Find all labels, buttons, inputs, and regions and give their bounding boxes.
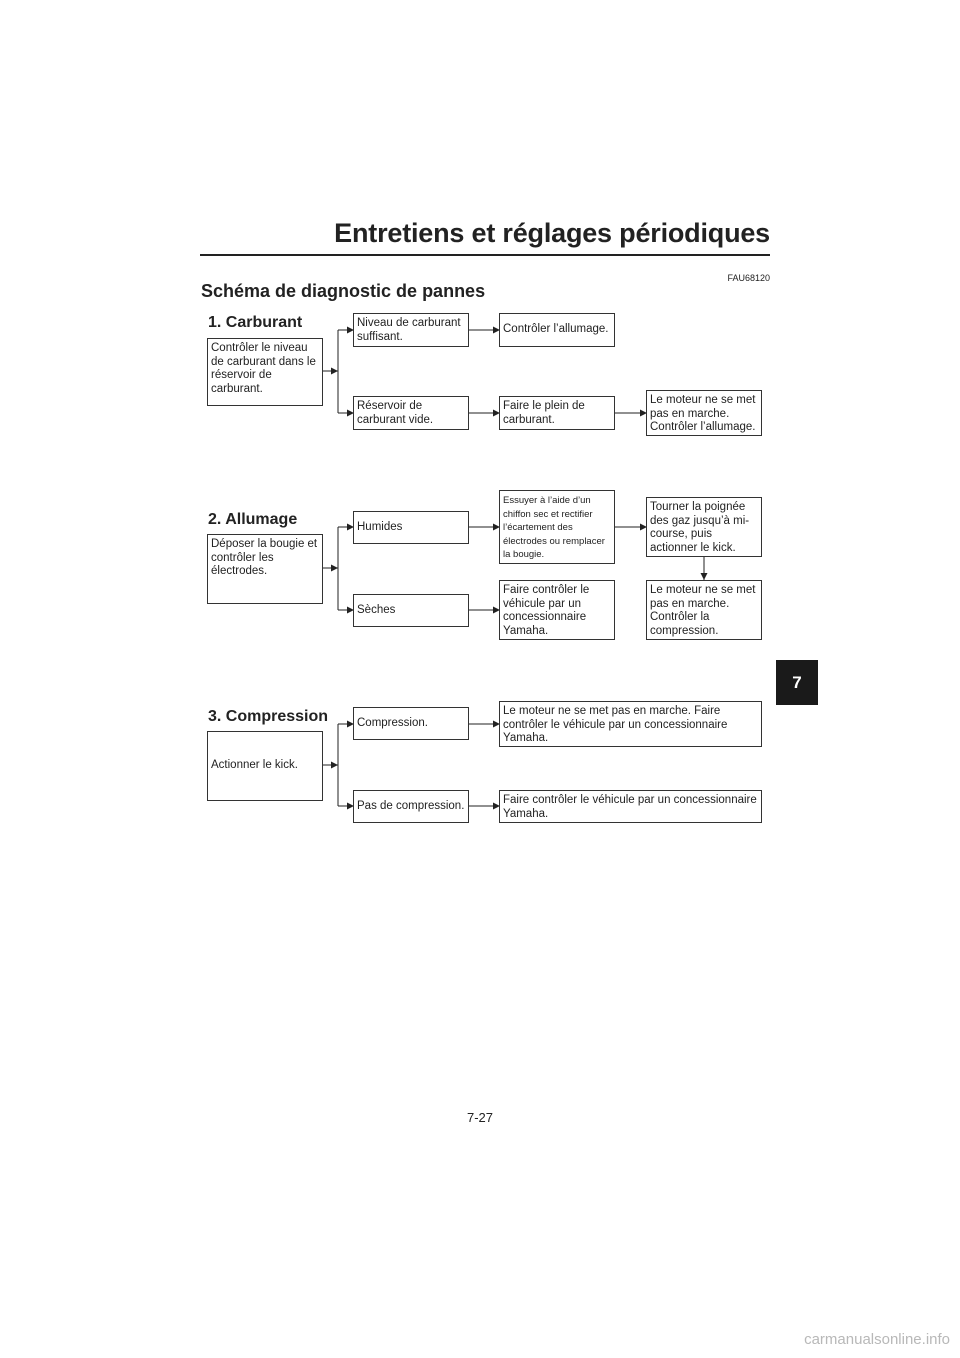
fuel-no-start-box: Le moteur ne se met pas en marche. Contrôler l’allumage. bbox=[646, 390, 762, 436]
document-code: FAU68120 bbox=[727, 273, 770, 283]
page-number: 7-27 bbox=[466, 1110, 494, 1125]
compression-check-box: Actionner le kick. bbox=[207, 731, 323, 801]
ignition-clean-plug-box: Essuyer à l’aide d’un chiffon sec et rectifier l’écartement des électrodes ou remplacer la bougie. bbox=[499, 490, 615, 564]
ignition-no-start-box: Le moteur ne se met pas en marche. Contrôler la compression. bbox=[646, 580, 762, 640]
compression-yes-box: Compression. bbox=[353, 707, 469, 740]
watermark: carmanualsonline.info bbox=[804, 1331, 950, 1348]
compression-dealer-box: Faire contrôler le véhicule par un concessionnaire Yamaha. bbox=[499, 790, 762, 823]
fuel-check-box: Contrôler le niveau de carburant dans le réservoir de carburant. bbox=[207, 338, 323, 406]
chapter-tab: 7 bbox=[776, 660, 818, 705]
ignition-throttle-kick-box: Tourner la poignée des gaz jusqu’à mi-course, puis actionner le kick. bbox=[646, 497, 762, 557]
fuel-empty-box: Réservoir de carburant vide. bbox=[353, 396, 469, 430]
ignition-dealer-box: Faire contrôler le véhicule par un concessionnaire Yamaha. bbox=[499, 580, 615, 640]
page-header-title: Entretiens et réglages périodiques bbox=[334, 218, 770, 248]
section-ignition-title: 2. Allumage bbox=[208, 511, 298, 528]
ignition-wet-box: Humides bbox=[353, 511, 469, 544]
compression-no-start-box: Le moteur ne se met pas en marche. Faire contrôler le véhicule par un concessionnaire Yamaha. bbox=[499, 701, 762, 747]
ignition-dry-box: Sèches bbox=[353, 594, 469, 627]
fuel-sufficient-box: Niveau de carburant suffisant. bbox=[353, 313, 469, 347]
section-fuel-title: 1. Carburant bbox=[208, 314, 303, 331]
fuel-refill-box: Faire le plein de carburant. bbox=[499, 396, 615, 430]
compression-none-box: Pas de compression. bbox=[353, 790, 469, 823]
ignition-check-box: Déposer la bougie et contrôler les électrodes. bbox=[207, 534, 323, 604]
fuel-check-ignition-box: Contrôler l’allumage. bbox=[499, 313, 615, 347]
section-title: Schéma de diagnostic de pannes bbox=[201, 281, 486, 301]
section-compression-title: 3. Compression bbox=[208, 708, 329, 725]
